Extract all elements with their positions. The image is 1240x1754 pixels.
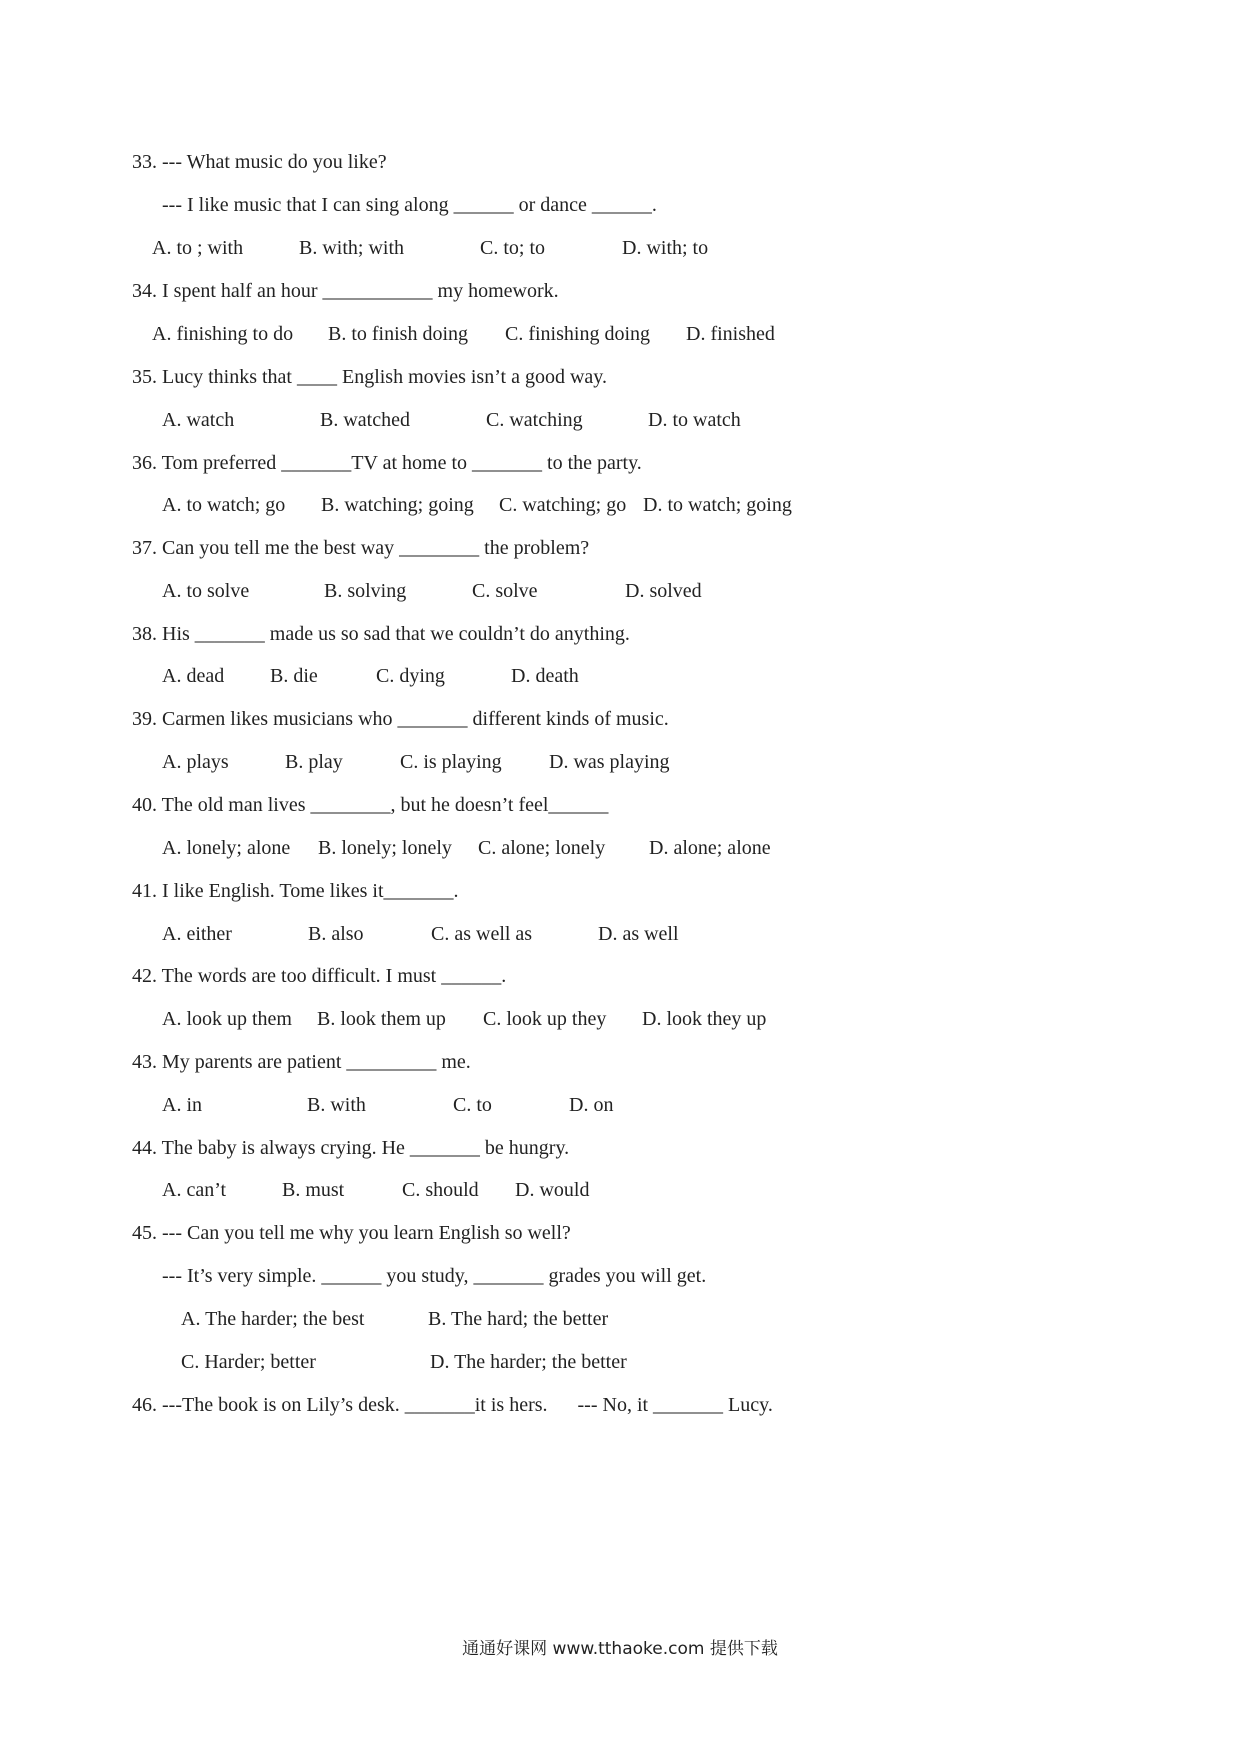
question-45-stem: 45. --- Can you tell me why you learn English so well? bbox=[132, 1222, 571, 1244]
question-40-stem: 40. The old man lives ________, but he doesn’t feel______ bbox=[132, 794, 609, 816]
question-35-option-a: A. watch bbox=[162, 409, 235, 431]
question-45-stem-line2: --- It’s very simple. ______ you study, _______ grades you will get. bbox=[162, 1265, 707, 1287]
question-46-stem: 46. ---The book is on Lily’s desk. _______it is hers. --- No, it _______ Lucy. bbox=[132, 1394, 773, 1416]
question-38-option-c: C. dying bbox=[376, 665, 445, 687]
question-35-option-b: B. watched bbox=[320, 409, 410, 431]
question-44-option-b: B. must bbox=[282, 1179, 345, 1201]
question-39-option-a: A. plays bbox=[162, 751, 229, 773]
question-37-option-a: A. to solve bbox=[162, 580, 250, 602]
question-42-option-a: A. look up them bbox=[162, 1008, 292, 1030]
question-34-option-b: B. to finish doing bbox=[328, 323, 469, 345]
question-42-stem: 42. The words are too difficult. I must ______. bbox=[132, 965, 507, 987]
question-43-option-c: C. to bbox=[453, 1094, 492, 1116]
question-39-option-b: B. play bbox=[285, 751, 343, 773]
question-38-option-b: B. die bbox=[270, 665, 318, 687]
question-44-option-d: D. would bbox=[515, 1179, 590, 1201]
question-37-option-b: B. solving bbox=[324, 580, 407, 602]
question-36-stem: 36. Tom preferred _______TV at home to _______ to the party. bbox=[132, 452, 642, 474]
question-33-option-b: B. with; with bbox=[299, 237, 405, 259]
question-38-option-a: A. dead bbox=[162, 665, 225, 687]
question-43-option-a: A. in bbox=[162, 1094, 202, 1116]
question-33-option-a: A. to ; with bbox=[152, 237, 244, 259]
question-40-option-c: C. alone; lonely bbox=[478, 837, 606, 859]
question-36-option-c: C. watching; go bbox=[499, 494, 627, 516]
question-38-option-d: D. death bbox=[511, 665, 579, 687]
question-45-option-a: A. The harder; the best bbox=[181, 1308, 365, 1330]
question-42-option-b: B. look them up bbox=[317, 1008, 446, 1030]
question-35-option-c: C. watching bbox=[486, 409, 583, 431]
question-39-option-c: C. is playing bbox=[400, 751, 502, 773]
question-35-option-d: D. to watch bbox=[648, 409, 741, 431]
question-40-option-a: A. lonely; alone bbox=[162, 837, 291, 859]
question-33-stem-line2: --- I like music that I can sing along ______ or dance ______. bbox=[162, 194, 657, 216]
question-41-stem: 41. I like English. Tome likes it_______. bbox=[132, 880, 459, 902]
question-39-option-d: D. was playing bbox=[549, 751, 670, 773]
question-42-option-c: C. look up they bbox=[483, 1008, 607, 1030]
question-43-stem: 43. My parents are patient _________ me. bbox=[132, 1051, 471, 1073]
question-36-option-a: A. to watch; go bbox=[162, 494, 286, 516]
question-35-stem: 35. Lucy thinks that ____ English movies isn’t a good way. bbox=[132, 366, 607, 388]
question-41-option-b: B. also bbox=[308, 923, 364, 945]
question-33-option-d: D. with; to bbox=[622, 237, 709, 259]
question-34-option-d: D. finished bbox=[686, 323, 775, 345]
question-45-option-b: B. The hard; the better bbox=[428, 1308, 609, 1330]
question-44-option-c: C. should bbox=[402, 1179, 479, 1201]
question-33-stem: 33. --- What music do you like? bbox=[132, 151, 387, 173]
question-39-stem: 39. Carmen likes musicians who _______ different kinds of music. bbox=[132, 708, 669, 730]
footer-source-note: 通通好课网 www.tthaoke.com 提供下载 bbox=[462, 1639, 778, 1659]
question-36-option-d: D. to watch; going bbox=[643, 494, 792, 516]
question-45-option-d: D. The harder; the better bbox=[430, 1351, 627, 1373]
question-40-option-b: B. lonely; lonely bbox=[318, 837, 452, 859]
question-43-option-b: B. with bbox=[307, 1094, 366, 1116]
question-45-option-c: C. Harder; better bbox=[181, 1351, 316, 1373]
question-34-option-a: A. finishing to do bbox=[152, 323, 294, 345]
question-34-stem: 34. I spent half an hour ___________ my homework. bbox=[132, 280, 559, 302]
question-41-option-d: D. as well bbox=[598, 923, 679, 945]
question-36-option-b: B. watching; going bbox=[321, 494, 474, 516]
question-33-option-c: C. to; to bbox=[480, 237, 546, 259]
question-42-option-d: D. look they up bbox=[642, 1008, 767, 1030]
question-34-option-c: C. finishing doing bbox=[505, 323, 651, 345]
question-38-stem: 38. His _______ made us so sad that we couldn’t do anything. bbox=[132, 623, 630, 645]
question-41-option-c: C. as well as bbox=[431, 923, 533, 945]
question-43-option-d: D. on bbox=[569, 1094, 614, 1116]
question-40-option-d: D. alone; alone bbox=[649, 837, 771, 859]
question-44-option-a: A. can’t bbox=[162, 1179, 227, 1201]
question-37-stem: 37. Can you tell me the best way ________ the problem? bbox=[132, 537, 590, 559]
question-37-option-c: C. solve bbox=[472, 580, 538, 602]
question-44-stem: 44. The baby is always crying. He _______ be hungry. bbox=[132, 1137, 570, 1159]
question-37-option-d: D. solved bbox=[625, 580, 702, 602]
question-41-option-a: A. either bbox=[162, 923, 232, 945]
